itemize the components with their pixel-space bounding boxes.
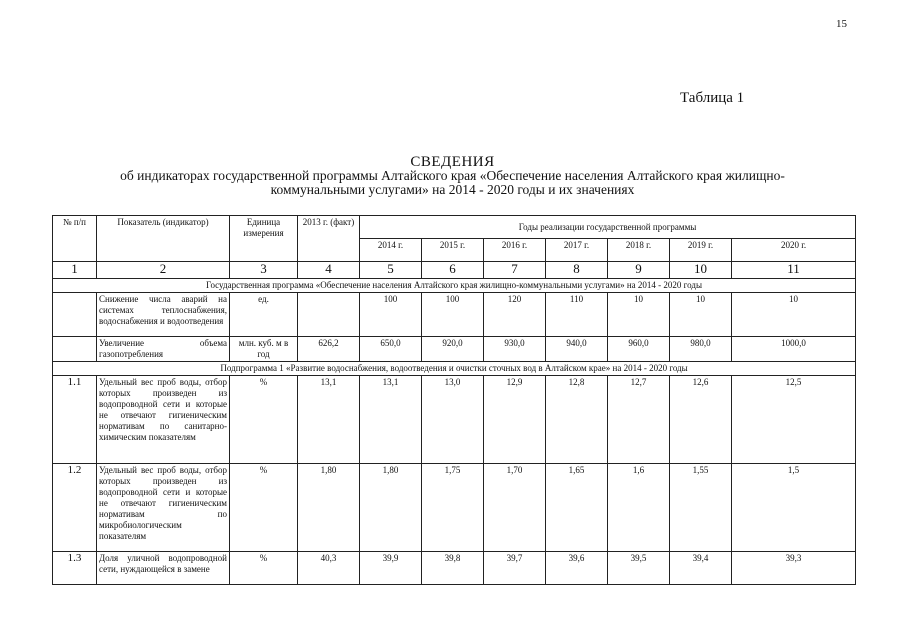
row-year-value: 100 (422, 293, 484, 337)
row-year-value: 120 (484, 293, 546, 337)
row-base-value: 40,3 (298, 552, 360, 585)
subprogram-title-row (53, 362, 856, 376)
row-year-value: 12,6 (670, 376, 732, 464)
row-year-value: 39,3 (732, 552, 856, 585)
row-year-value: 1,5 (732, 464, 856, 552)
row-indicator: Снижение числа аварий на системах теплоснабжения, водоснабжения и водоотведения (97, 293, 230, 337)
row-year-value: 980,0 (670, 337, 732, 362)
indicators-table (52, 215, 856, 585)
row-year-value: 650,0 (360, 337, 422, 362)
row-year-value: 10 (608, 293, 670, 337)
row-year-value: 100 (360, 293, 422, 337)
document-title: СВЕДЕНИЯ (410, 154, 495, 170)
row-year-value: 110 (546, 293, 608, 337)
document-subtitle-line2: коммунальными услугами» на 2014 - 2020 годы и их значениях (270, 182, 635, 197)
header-base-year: 2013 г. (факт) (298, 216, 360, 262)
column-number: 10 (670, 262, 732, 279)
document-subtitle-line1: об индикаторах государственной программы Алтайского края «Обеспечение населения Алтайского края жилищно- (120, 168, 785, 183)
column-numbers-row (53, 262, 856, 279)
row-year-value: 960,0 (608, 337, 670, 362)
header-year: 2019 г. (670, 239, 732, 262)
row-year-value: 920,0 (422, 337, 484, 362)
program-title-row (53, 279, 856, 293)
header-indicator: Показатель (индикатор) (97, 216, 230, 262)
page-number: 15 (836, 18, 847, 30)
row-year-value: 10 (670, 293, 732, 337)
row-indicator: Удельный вес проб воды, отбор которых произведен из водопроводной сети и которые не отвечают гигиеническим нормативам по санитарно-химическим показателям (97, 376, 230, 464)
row-year-value: 1,6 (608, 464, 670, 552)
header-row (53, 216, 856, 239)
header-year: 2015 г. (422, 239, 484, 262)
column-number: 6 (422, 262, 484, 279)
row-year-value: 39,4 (670, 552, 732, 585)
row-year-value: 12,8 (546, 376, 608, 464)
row-year-value: 39,5 (608, 552, 670, 585)
header-year: 2018 г. (608, 239, 670, 262)
row-year-value: 1,80 (360, 464, 422, 552)
table-label: Таблица 1 (680, 90, 745, 106)
document-heading (60, 155, 845, 197)
row-unit: % (230, 464, 298, 552)
row-number: 1.3 (53, 552, 97, 585)
row-unit: % (230, 552, 298, 585)
row-unit: ед. (230, 293, 298, 337)
column-number: 11 (732, 262, 856, 279)
row-base-value: 13,1 (298, 376, 360, 464)
row-year-value: 39,9 (360, 552, 422, 585)
row-year-value: 930,0 (484, 337, 546, 362)
row-year-value: 39,7 (484, 552, 546, 585)
header-num: № п/п (53, 216, 97, 262)
indicator-row (53, 376, 856, 464)
program-title: Государственная программа «Обеспечение населения Алтайского края жилищно-коммунальными услугами» на 2014 - 2020 годы (53, 279, 856, 293)
row-year-value: 1,75 (422, 464, 484, 552)
header-year: 2016 г. (484, 239, 546, 262)
indicator-row (53, 464, 856, 552)
row-year-value: 39,8 (422, 552, 484, 585)
header-year: 2020 г. (732, 239, 856, 262)
column-number: 7 (484, 262, 546, 279)
column-number: 5 (360, 262, 422, 279)
row-year-value: 12,9 (484, 376, 546, 464)
column-number: 9 (608, 262, 670, 279)
row-base-value (298, 293, 360, 337)
row-number (53, 337, 97, 362)
row-year-value: 13,0 (422, 376, 484, 464)
row-year-value: 1,55 (670, 464, 732, 552)
row-year-value: 39,6 (546, 552, 608, 585)
header-unit: Единица измерения (230, 216, 298, 262)
row-base-value: 1,80 (298, 464, 360, 552)
indicator-row (53, 337, 856, 362)
indicator-row (53, 293, 856, 337)
row-number (53, 293, 97, 337)
column-number: 1 (53, 262, 97, 279)
row-number: 1.1 (53, 376, 97, 464)
row-year-value: 940,0 (546, 337, 608, 362)
header-years-title: Годы реализации государственной программы (360, 216, 856, 239)
subprogram-title: Подпрограмма 1 «Развитие водоснабжения, водоотведения и очистки сточных вод в Алтайском крае» на 2014 - 2020 годы (53, 362, 856, 376)
indicator-row (53, 552, 856, 585)
row-year-value: 1,65 (546, 464, 608, 552)
row-year-value: 12,7 (608, 376, 670, 464)
column-number: 2 (97, 262, 230, 279)
header-year: 2014 г. (360, 239, 422, 262)
row-number: 1.2 (53, 464, 97, 552)
column-number: 3 (230, 262, 298, 279)
header-year: 2017 г. (546, 239, 608, 262)
row-base-value: 626,2 (298, 337, 360, 362)
row-indicator: Удельный вес проб воды, отбор которых произведен из водопроводной сети и которые не отвечают гигиеническим нормативам по микробиологическим показателям (97, 464, 230, 552)
row-year-value: 1000,0 (732, 337, 856, 362)
row-year-value: 1,70 (484, 464, 546, 552)
row-indicator: Доля уличной водопроводной сети, нуждающейся в замене (97, 552, 230, 585)
column-number: 4 (298, 262, 360, 279)
row-year-value: 10 (732, 293, 856, 337)
row-year-value: 13,1 (360, 376, 422, 464)
row-year-value: 12,5 (732, 376, 856, 464)
row-unit: % (230, 376, 298, 464)
column-number: 8 (546, 262, 608, 279)
row-indicator: Увеличение объема газопотребления (97, 337, 230, 362)
row-unit: млн. куб. м в год (230, 337, 298, 362)
